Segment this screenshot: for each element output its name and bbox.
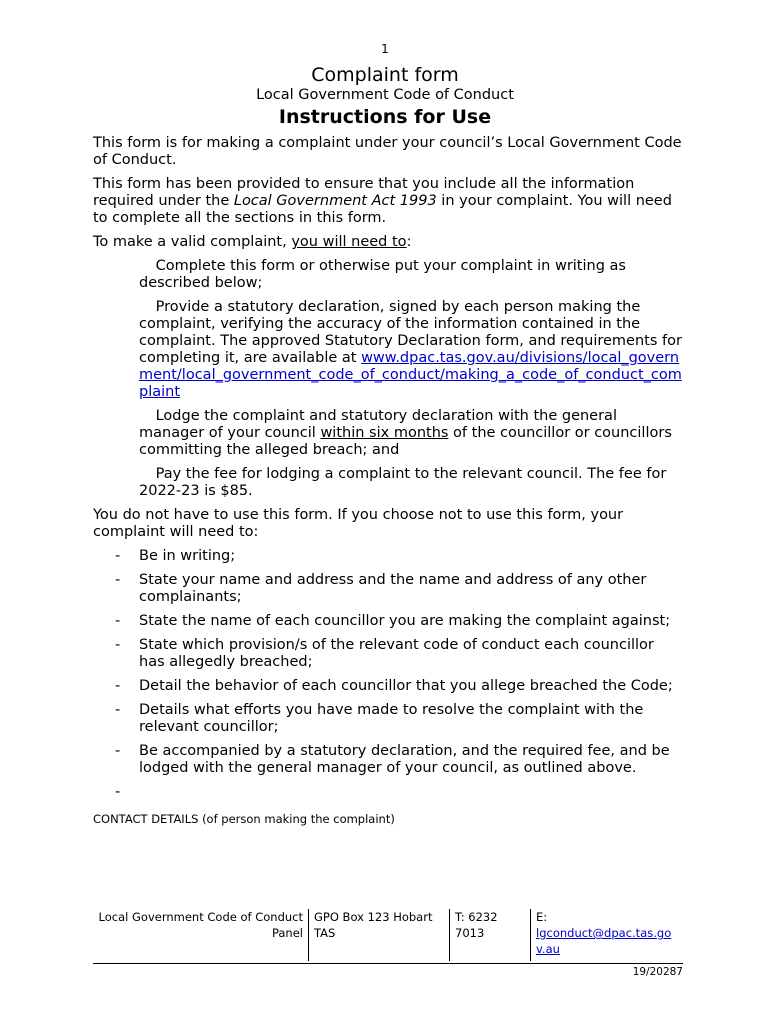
document-subtitle: Local Government Code of Conduct (256, 87, 514, 103)
act-name: Local Government Act 1993 (233, 193, 437, 209)
list-item: - Be accompanied by a statutory declaration, and the required fee, and be lodged with the general manager of your council, as outlined above. (115, 743, 670, 776)
document-body (93, 135, 683, 828)
list-item: - State which provision/s of the relevant code of conduct each councillor has allegedly breached; (115, 637, 654, 670)
requirement-item: Pay the fee for lodging a complaint to the relevant council. The fee for 2022-23 is $85. (139, 466, 667, 499)
page-number: 1 (381, 42, 389, 56)
page-footer (93, 909, 683, 980)
footer-phone: T: 6232 7013 (450, 909, 531, 961)
section-heading: Instructions for Use (278, 106, 492, 128)
list-item: - (115, 784, 121, 800)
alternative-intro: You do not have to use this form. If you choose not to use this form, your complaint will need to: (93, 507, 624, 540)
intro-paragraph-1: This form is for making a complaint under your council’s Local Government Code of Conduct. (93, 135, 682, 168)
contact-details-heading: CONTACT DETAILS (of person making the complaint) (93, 812, 395, 826)
requirement-item: Lodge the complaint and statutory declaration with the general manager of your council within six months of the councillor or councillors committing the alleged breach; and (139, 408, 672, 458)
footer-org: Local Government Code of Conduct Panel (93, 909, 309, 961)
list-item: - State your name and address and the name and address of any other complainants; (115, 572, 647, 605)
requirement-item: Provide a statutory declaration, signed by each person making the complaint, verifying the accuracy of the information contained in the complaint. The approved Statutory Declaration form, and requirements for completing it, are available at www.dpac.tas.gov.au/divisions/local_government/local_government_code_of_conduct/making_a_code_of_conduct_complaint (139, 299, 682, 400)
footer-address: GPO Box 123 Hobart TAS (309, 909, 450, 961)
list-item: - State the name of each councillor you are making the complaint against; (115, 613, 671, 629)
document-title: Complaint form (311, 64, 459, 86)
requirement-item: Complete this form or otherwise put your complaint in writing as described below; (139, 258, 626, 291)
alternative-requirements-list (93, 548, 683, 801)
list-item: - Detail the behavior of each councillor that you allege breached the Code; (115, 678, 673, 694)
footer-email-cell: E: lgconduct@dpac.tas.gov.au (536, 910, 672, 956)
list-item: - Details what efforts you have made to resolve the complaint with the relevant councillor; (115, 702, 644, 735)
document-reference: 19/20287 (632, 966, 683, 978)
statutory-declaration-link[interactable]: www.dpac.tas.gov.au/divisions/local_government/local_government_code_of_conduct/making_a_code_of_conduct_complaint (139, 350, 682, 400)
intro-paragraph-2: This form has been provided to ensure that you include all the information required under the Local Government Act 1993 in your complaint. You will need to complete all the sections in this form. (93, 176, 672, 226)
footer-email-link[interactable]: lgconduct@dpac.tas.gov.au (536, 926, 672, 956)
valid-complaint-intro: To make a valid complaint, you will need to: (93, 234, 412, 250)
list-item: - Be in writing; (115, 548, 236, 564)
